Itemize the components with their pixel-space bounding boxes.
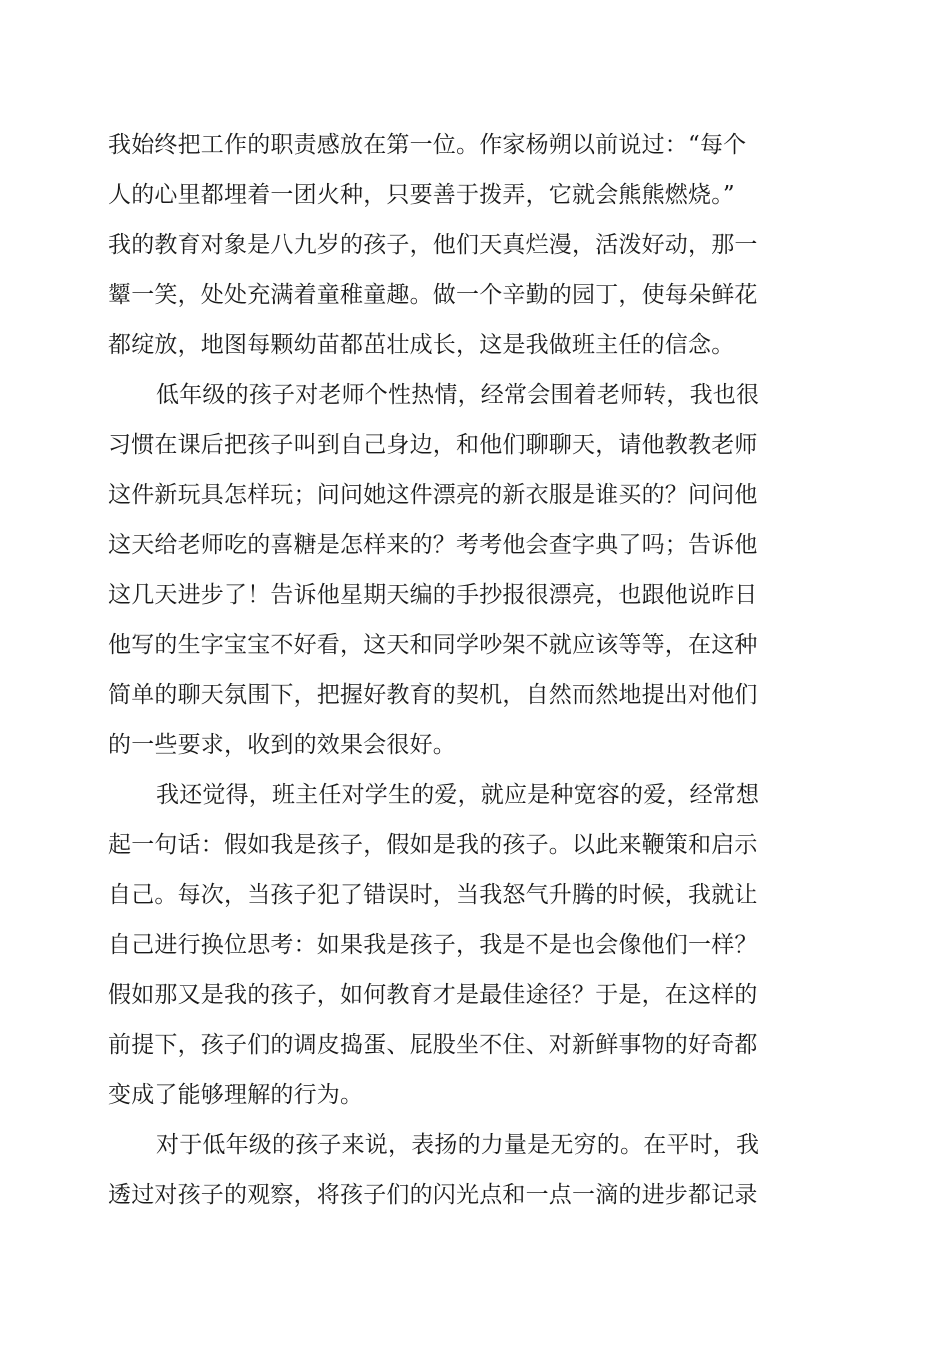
text-line: 这几天进步了！告诉他星期天编的手抄报很漂亮，也跟他说昨日 (108, 582, 758, 608)
text-line: 透过对孩子的观察，将孩子们的闪光点和一点一滴的进步都记录 (108, 1182, 758, 1208)
text-line: 假如那又是我的孩子，如何教育才是最佳途径？于是，在这样的 (108, 982, 758, 1008)
text-line: 颦一笑，处处充满着童稚童趣。做一个辛勤的园丁，使每朵鲜花 (108, 282, 758, 308)
text-line: 起一句话：假如我是孩子，假如是我的孩子。以此来鞭策和启示 (108, 832, 758, 858)
paragraph-first-line: 我还觉得，班主任对学生的爱，就应是种宽容的爱，经常想 (156, 782, 760, 808)
text-line: 的一些要求，收到的效果会很好。 (108, 732, 456, 758)
text-line: 我的教育对象是八九岁的孩子，他们天真烂漫，活泼好动，那一 (108, 232, 758, 258)
text-line: 变成了能够理解的行为。 (108, 1082, 364, 1108)
paragraph-first-line: 对于低年级的孩子来说，表扬的力量是无穷的。在平时，我 (156, 1132, 760, 1158)
text-line: 我始终把工作的职责感放在第一位。作家杨朔以前说过：“每个 (108, 132, 747, 158)
text-line: 他写的生字宝宝不好看，这天和同学吵架不就应该等等，在这种 (108, 632, 758, 658)
text-line: 人的心里都埋着一团火种，只要善于拨弄，它就会熊熊燃烧。” (108, 182, 735, 208)
text-line: 前提下，孩子们的调皮捣蛋、屁股坐不住、对新鲜事物的好奇都 (108, 1032, 758, 1058)
text-line: 习惯在课后把孩子叫到自己身边，和他们聊聊天，请他教教老师 (108, 432, 758, 458)
text-line: 自己进行换位思考：如果我是孩子，我是不是也会像他们一样？ (108, 932, 758, 958)
text-line: 简单的聊天氛围下，把握好教育的契机，自然而然地提出对他们 (108, 682, 758, 708)
text-line: 这天给老师吃的喜糖是怎样来的？考考他会查字典了吗；告诉他 (108, 532, 758, 558)
paragraph-first-line: 低年级的孩子对老师个性热情，经常会围着老师转，我也很 (156, 382, 760, 408)
text-line: 都绽放，地图每颗幼苗都茁壮成长，这是我做班主任的信念。 (108, 332, 735, 358)
body-text (108, 120, 768, 1220)
text-line: 这件新玩具怎样玩；问问她这件漂亮的新衣服是谁买的？问问他 (108, 482, 758, 508)
text-line: 自己。每次，当孩子犯了错误时，当我怒气升腾的时候，我就让 (108, 882, 758, 908)
